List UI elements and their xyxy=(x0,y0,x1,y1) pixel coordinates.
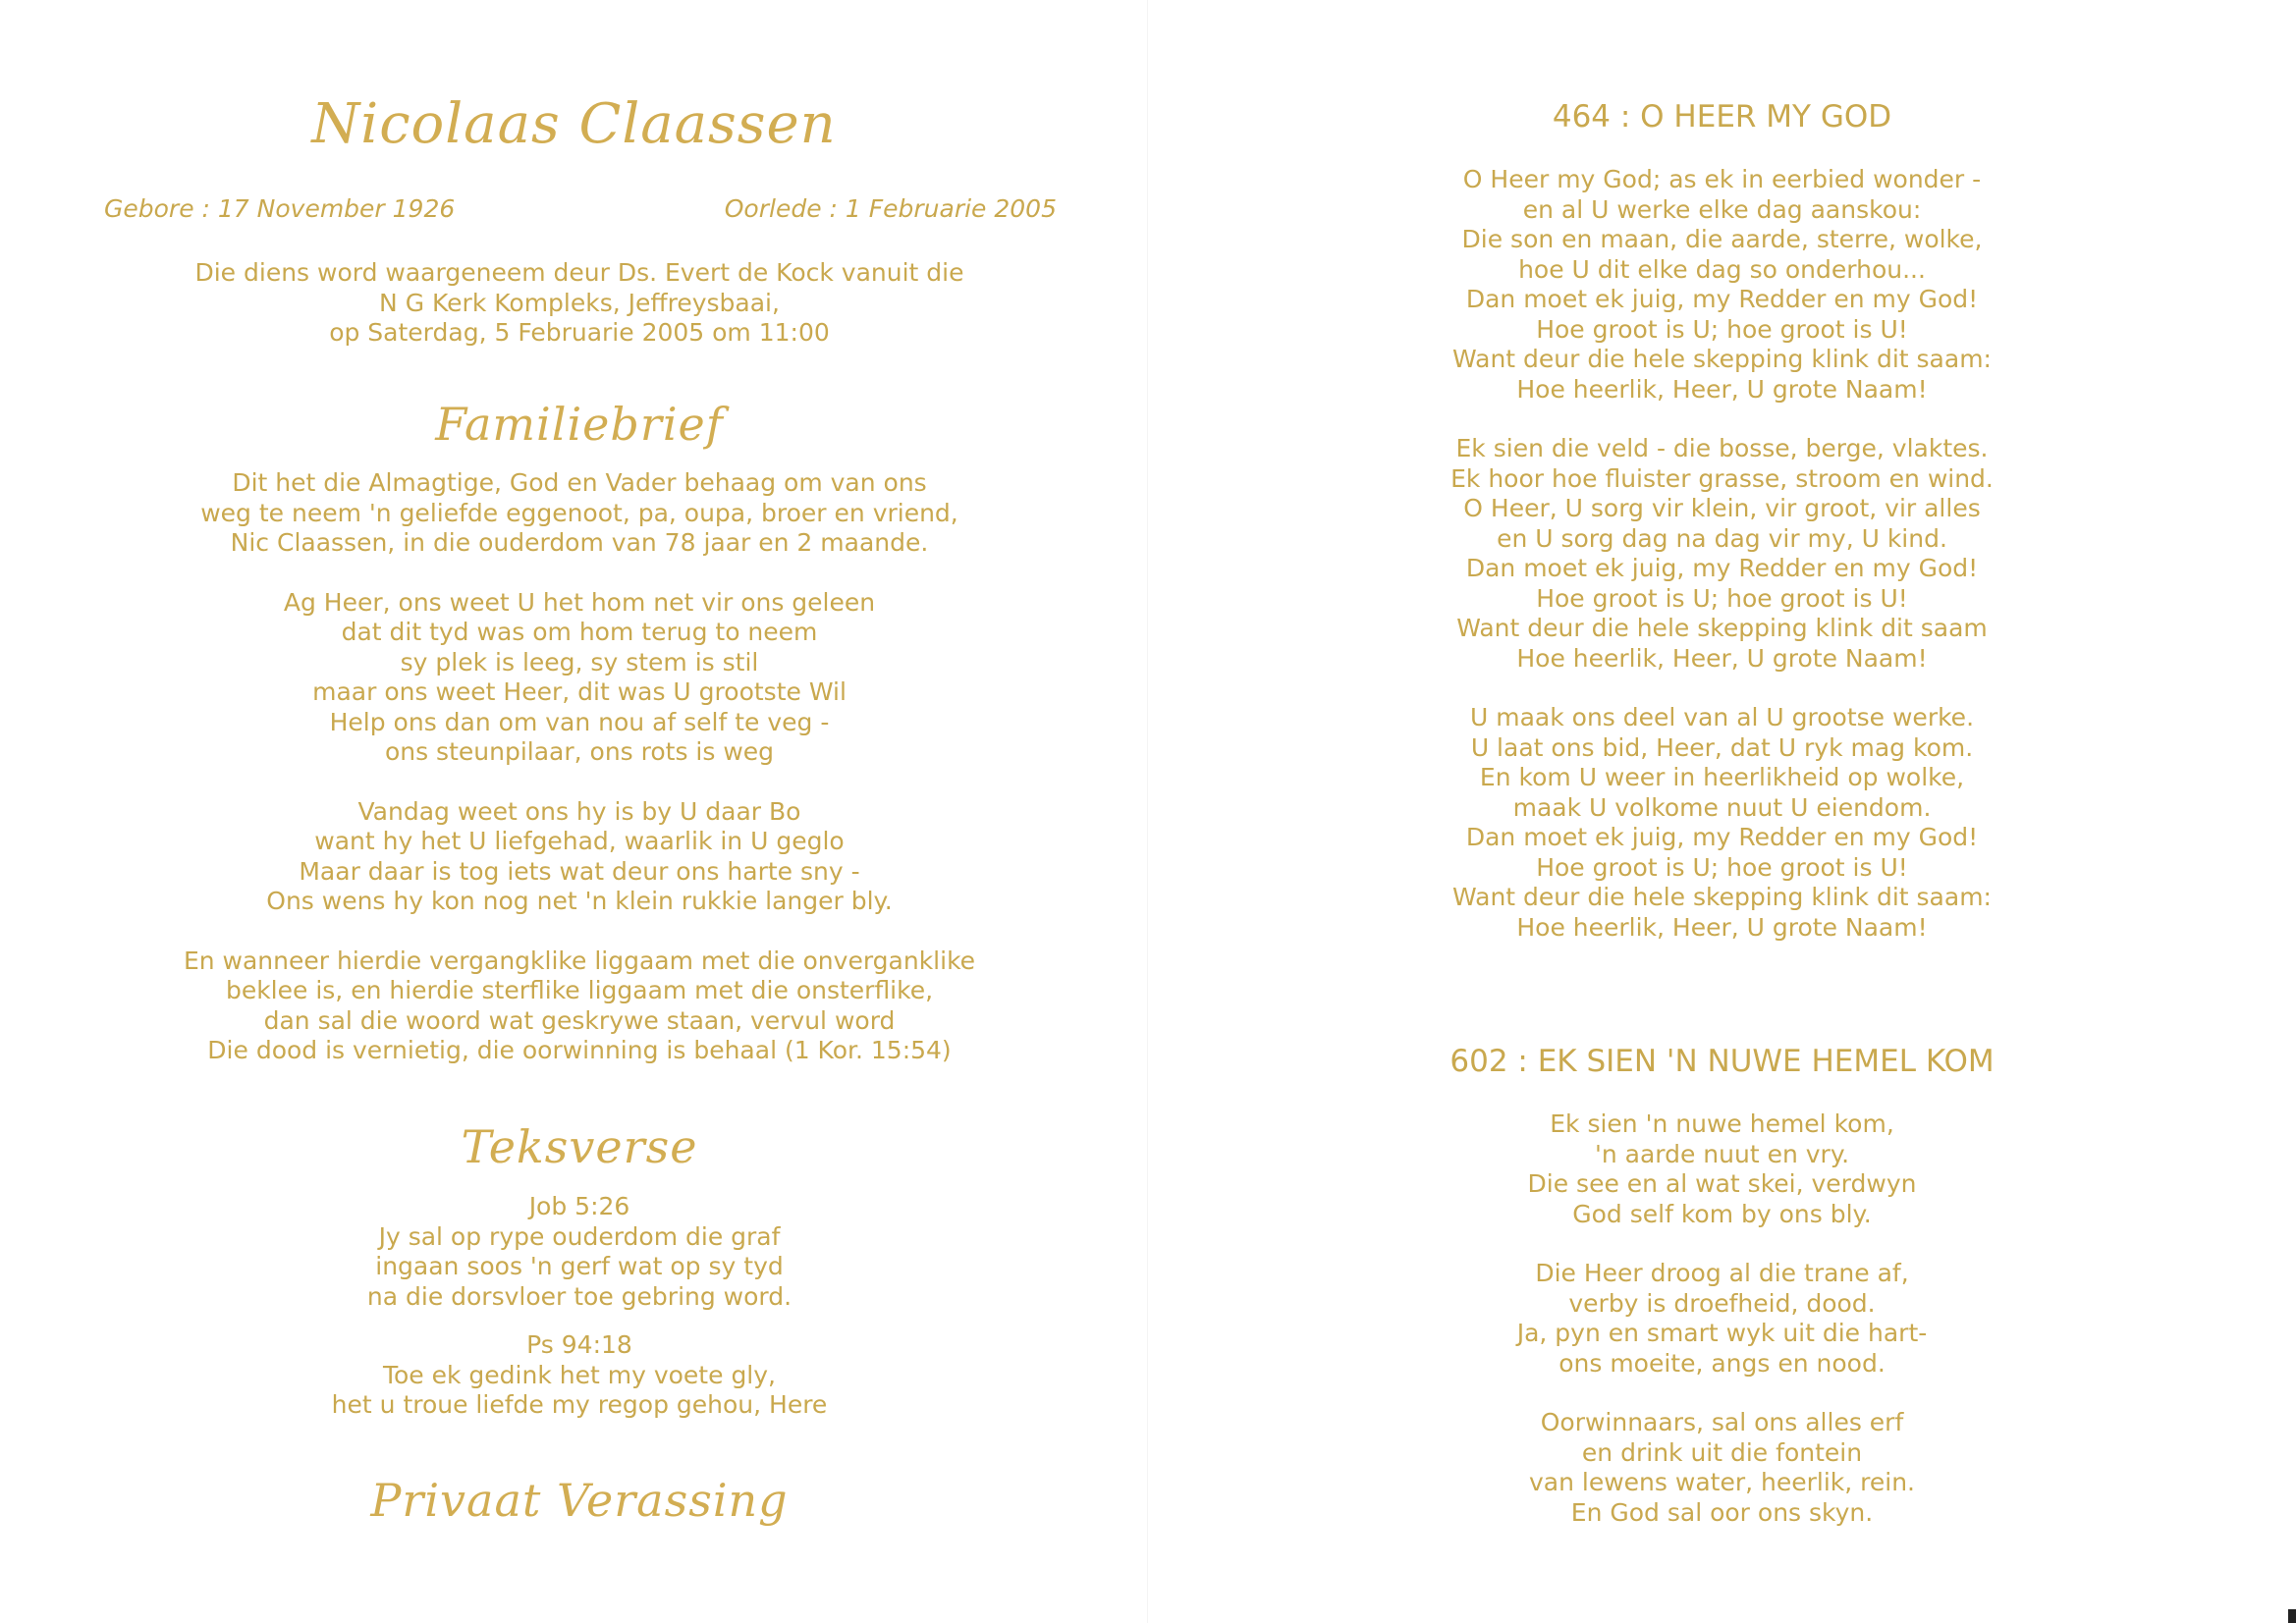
text-line: Hoe groot is U; hoe groot is U! xyxy=(1536,314,1908,344)
service-info xyxy=(0,258,1159,349)
text-line: want hy het U liefgehad, waarlik in U geglo xyxy=(314,827,845,855)
text-line: Want deur die hele skepping klink dit saam: xyxy=(1452,345,1992,373)
closing-heading: Privaat Verassing xyxy=(370,1474,789,1527)
teksverse-heading: Teksverse xyxy=(461,1120,698,1173)
text-line: Jy sal op rype ouderdom die graf xyxy=(378,1221,781,1251)
text-line: Ek sien die veld - die bosse, berge, vlaktes. xyxy=(1455,434,1989,462)
service-line: op Saterdag, 5 Februarie 2005 om 11:00 xyxy=(329,318,830,347)
text-line: O Heer, U sorg vir klein, vir groot, vir alles xyxy=(1463,494,1981,522)
text-line: Ja, pyn en smart wyk uit die hart- xyxy=(1516,1319,1928,1347)
text-line: En wanneer hierdie vergangklike liggaam met die onverganklike xyxy=(183,946,976,975)
familiebrief-stanza xyxy=(0,588,1159,768)
familiebrief-stanza xyxy=(0,947,1159,1066)
text-line: Dan moet ek juig, my Redder en my God! xyxy=(1465,285,1979,313)
service-lines xyxy=(0,258,1159,349)
text-line: dat dit tyd was om hom terug to neem xyxy=(341,618,818,646)
service-line: N G Kerk Kompleks, Jeffreysbaai, xyxy=(379,288,780,317)
text-line: Die see en al wat skei, verdwyn xyxy=(1527,1169,1917,1198)
text-line: maak U volkome nuut U eiendom. xyxy=(1512,792,1932,822)
text-line: beklee is, en hierdie sterflike liggaam met die onsterflike, xyxy=(225,976,934,1004)
text-line: na die dorsvloer toe gebring word. xyxy=(366,1281,793,1311)
text-line: maar ons weet Heer, dit was U grootste Wil xyxy=(312,677,847,706)
text-line: U maak ons deel van al U grootse werke. xyxy=(1469,703,1975,731)
text-line: Die Heer droog al die trane af, xyxy=(1535,1259,1909,1287)
text-line: verby is droefheid, dood. xyxy=(1568,1288,1876,1318)
text-line: van lewens water, heerlik, rein. xyxy=(1529,1468,1915,1496)
hymn-stanza xyxy=(1148,1259,2296,1379)
familiebrief-heading: Familiebrief xyxy=(435,398,724,451)
text-line: Vandag weet ons hy is by U daar Bo xyxy=(357,796,801,826)
text-line: Maar daar is tog iets wat deur ons harte sny - xyxy=(299,856,860,886)
hymn-stanza xyxy=(1148,1408,2296,1528)
text-line: ons steunpilaar, ons rots is weg xyxy=(384,737,775,766)
death-date: Oorlede : 1 Februarie 2005 xyxy=(724,194,1057,223)
text-line: Nic Claassen, in die ouderdom van 78 jaar en 2 maande. xyxy=(230,528,929,557)
text-line: Hoe groot is U; hoe groot is U! xyxy=(1536,852,1908,882)
text-line: en drink uit die fontein xyxy=(1581,1437,1863,1467)
familiebrief-stanza xyxy=(0,468,1159,559)
text-line: Ek hoor hoe fluister grasse, stroom en wind. xyxy=(1450,463,1994,493)
deceased-name: Nicolaas Claassen xyxy=(311,92,837,156)
text-line: Ag Heer, ons weet U het hom net vir ons geleen xyxy=(283,587,876,617)
text-line: Toe ek gedink het my voete gly, xyxy=(382,1360,776,1389)
verse-block xyxy=(0,1192,1159,1312)
text-line: en U sorg dag na dag vir my, U kind. xyxy=(1497,523,1947,553)
hymn-602-text xyxy=(1148,1109,2296,1528)
text-line: Dan moet ek juig, my Redder en my God! xyxy=(1465,554,1979,582)
life-dates xyxy=(104,194,1057,224)
text-line: Hoe heerlik, Heer, U grote Naam! xyxy=(1516,643,1928,673)
text-line: Die dood is vernietig, die oorwinning is behaal (1 Kor. 15:54) xyxy=(207,1036,952,1064)
text-line: Hoe heerlik, Heer, U grote Naam! xyxy=(1516,374,1928,404)
hymn-464-title: 464 : O HEER MY GOD xyxy=(1552,99,1892,135)
text-line: en al U werke elke dag aanskou: xyxy=(1522,194,1922,224)
text-line: hoe U dit elke dag so onderhou... xyxy=(1518,254,1926,284)
verse-reference: Ps 94:18 xyxy=(526,1330,632,1359)
familiebrief-stanza xyxy=(0,797,1159,917)
text-line: Dan moet ek juig, my Redder en my God! xyxy=(1465,823,1979,851)
hymn-stanza xyxy=(1148,703,2296,943)
service-line: Die diens word waargeneem deur Ds. Evert de Kock vanuit die xyxy=(194,258,964,287)
familiebrief-text xyxy=(0,468,1159,1066)
text-line: O Heer my God; as ek in eerbied wonder - xyxy=(1462,165,1982,193)
hymn-stanza xyxy=(1148,434,2296,674)
hymn-602-title: 602 : EK SIEN 'N NUWE HEMEL KOM xyxy=(1449,1044,1995,1079)
text-line: Want deur die hele skepping klink dit saam: xyxy=(1452,883,1992,911)
text-line: Want deur die hele skepping klink dit saam xyxy=(1456,614,1988,642)
text-line: Ons wens hy kon nog net 'n klein rukkie langer bly. xyxy=(266,887,893,915)
hymn-stanza xyxy=(1148,165,2296,405)
hymn-stanza xyxy=(1148,1109,2296,1229)
text-line: Dit het die Almagtige, God en Vader behaag om van ons xyxy=(232,468,927,497)
text-line: 'n aarde nuut en vry. xyxy=(1594,1139,1850,1168)
text-line: ons moeite, angs en nood. xyxy=(1558,1348,1886,1378)
text-line: Ek sien 'n nuwe hemel kom, xyxy=(1550,1109,1894,1138)
text-line: Oorwinnaars, sal ons alles erf xyxy=(1540,1408,1904,1436)
text-line: ingaan soos 'n gerf wat op sy tyd xyxy=(375,1252,784,1280)
birth-date: Gebore : 17 November 1926 xyxy=(104,194,456,223)
verse-reference: Job 5:26 xyxy=(528,1192,630,1220)
text-line: het u troue liefde my regop gehou, Here xyxy=(331,1390,828,1419)
text-line: Help ons dan om van nou af self te veg - xyxy=(329,707,830,736)
text-line: weg te neem 'n geliefde eggenoot, pa, oupa, broer en vriend, xyxy=(200,498,958,527)
right-page xyxy=(1148,0,2296,1623)
text-line: Hoe groot is U; hoe groot is U! xyxy=(1536,583,1908,613)
text-line: dan sal die woord wat geskrywe staan, vervul word xyxy=(263,1005,896,1035)
text-line: Hoe heerlik, Heer, U grote Naam! xyxy=(1516,912,1928,942)
verse-block xyxy=(0,1330,1159,1421)
text-line: sy plek is leeg, sy stem is stil xyxy=(400,647,759,676)
text-line: U laat ons bid, Heer, dat U ryk mag kom. xyxy=(1470,732,1974,762)
text-line: En kom U weer in heerlikheid op wolke, xyxy=(1479,763,1965,791)
text-line: God self kom by ons bly. xyxy=(1572,1199,1872,1228)
text-line: En God sal oor ons skyn. xyxy=(1570,1497,1874,1527)
text-line: Die son en maan, die aarde, sterre, wolke, xyxy=(1461,225,1983,253)
hymn-464-text xyxy=(1148,165,2296,943)
teksverse-text xyxy=(0,1192,1159,1421)
